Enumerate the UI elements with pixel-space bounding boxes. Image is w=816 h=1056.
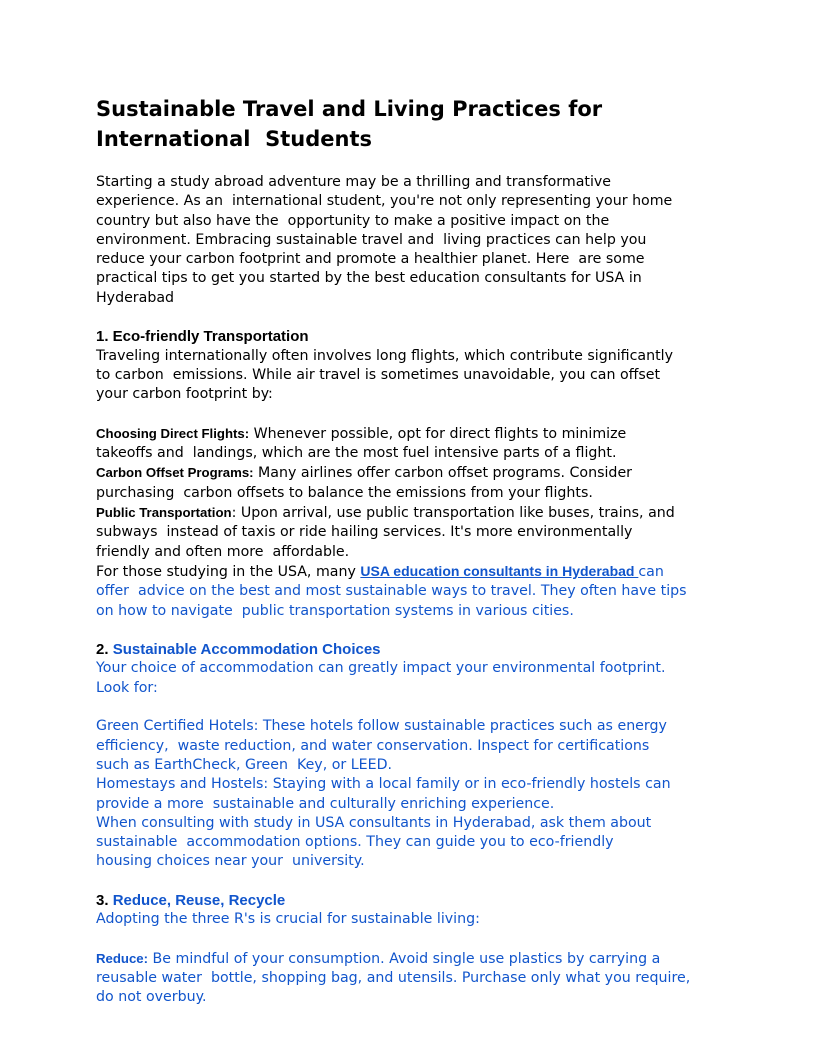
tip-text: : Upon arrival, use public transportation like buses, trains, and subways instead of taxis or ride hailing services. It's more environmentally friendly and often more affordable. — [96, 505, 675, 560]
tip-label: Public Transportation — [96, 505, 232, 521]
section-1-body: Traveling internationally often involves long flights, which contribute significantly to carbon emissions. While air travel is sometimes unavoidable, you can offset your carbon footprint by: — [96, 347, 673, 403]
section-3-number: 3. — [96, 891, 113, 909]
section-2-heading — [96, 640, 736, 659]
section-2-body: Your choice of accommodation can greatly impact your environmental footprint. Look for: — [96, 660, 666, 696]
tip-public-transport — [96, 503, 736, 562]
tip-label: Carbon Offset Programs: — [96, 465, 254, 481]
usa-consultants-paragraph — [96, 562, 736, 621]
tip-direct-flights — [96, 424, 736, 464]
reduce-paragraph — [96, 949, 736, 1008]
page-title: Sustainable Travel and Living Practices for International Students — [96, 97, 603, 151]
usa-tail-text: can offer advice on the best and most sustainable ways to travel. They often have tips on how to navigate public transportation systems in various cities. — [96, 563, 687, 619]
intro-paragraph: Starting a study abroad adventure may be a thrilling and transformative experience. As an international student, you're not only representing your home country but also have the opportunity to make a positive impact on the environment. Embracing sustainable travel and living practices can help you reduce your carbon footprint and promote a healthier planet. Here are some practical tips to get you started by the best education consultants for USA in Hyderabad — [96, 174, 673, 306]
document-page — [96, 94, 736, 1008]
green-hotels-paragraph: Green Certified Hotels: These hotels follow sustainable practices such as energy efficiency, waste reduction, and water conservation. Inspect for certifications such as EarthCheck, Green Key, or LEED. — [96, 718, 667, 773]
consulting-paragraph: When consulting with study in USA consultants in Hyderabad, ask them about sustainable accommodation options. They can guide you to eco-friendly housing choices near your university. — [96, 814, 652, 870]
section-3-body: Adopting the three R's is crucial for sustainable living: — [96, 911, 480, 928]
section-2-number: 2. — [96, 641, 113, 659]
section-2-title: Sustainable Accommodation Choices — [112, 641, 381, 659]
section-1-heading: 1. Eco-friendly Transportation — [96, 328, 309, 346]
tip-carbon-offset — [96, 463, 736, 503]
reduce-text: Be mindful of your consumption. Avoid single use plastics by carrying a reusable water bottle, shopping bag, and utensils. Purchase only what you require, do not overbuy. — [96, 950, 691, 1006]
usa-consultants-link[interactable]: USA education consultants in Hyderabad — [360, 562, 639, 579]
homestays-paragraph: Homestays and Hostels: Staying with a local family or in eco-friendly hostels can provide a more sustainable and culturally enriching experience. — [96, 776, 671, 812]
reduce-label: Reduce: — [96, 950, 149, 966]
section-3-title: Reduce, Reuse, Recycle — [112, 891, 286, 909]
usa-lead-text: For those studying in the USA, many — [96, 563, 361, 580]
section-3-heading — [96, 891, 736, 910]
tip-text: Whenever possible, opt for direct flights to minimize takeoffs and landings, which are the most fuel intensive parts of a flight. — [96, 425, 627, 462]
tip-text: Many airlines offer carbon offset programs. Consider purchasing carbon offsets to balance the emissions from your flights. — [96, 465, 633, 501]
tip-label: Choosing Direct Flights: — [96, 425, 250, 441]
